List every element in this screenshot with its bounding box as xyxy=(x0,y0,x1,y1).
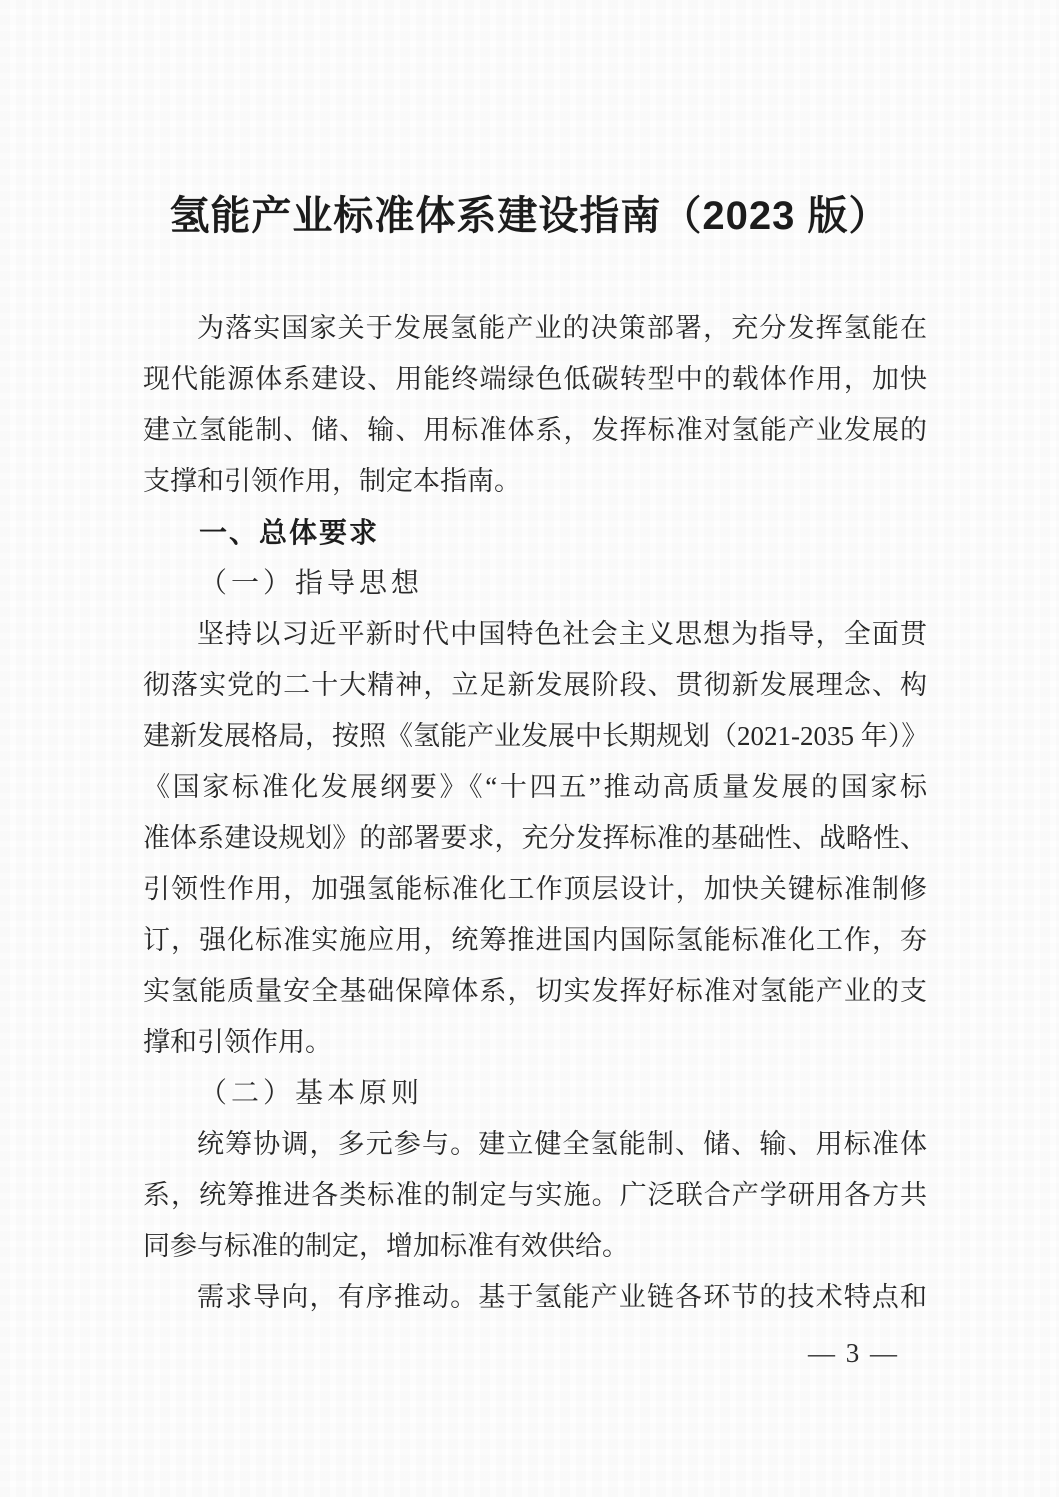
intro-paragraph-line: 支撑和引领作用，制定本指南。 xyxy=(143,466,521,496)
basic-principles-line: 同参与标准的制定，增加标准有效供给。 xyxy=(143,1231,629,1261)
document-body xyxy=(143,303,927,1323)
intro-paragraph-line: 现代能源体系建设、用能终端绿色低碳转型中的载体作用，加快 xyxy=(143,364,927,394)
basic-principles-line: 系，统筹推进各类标准的制定与实施。广泛联合产学研用各方共 xyxy=(143,1180,927,1210)
intro-paragraph-line: 建立氢能制、储、输、用标准体系，发挥标准对氢能产业发展的 xyxy=(143,415,927,445)
guiding-ideology-line: 实氢能质量安全基础保障体系，切实发挥好标准对氢能产业的支 xyxy=(143,976,927,1006)
subsection-heading-basic-principles: （二）基本原则 xyxy=(199,1078,424,1109)
guiding-ideology-line: 坚持以习近平新时代中国特色社会主义思想为指导，全面贯 xyxy=(197,619,927,649)
guiding-ideology-line: 《国家标准化发展纲要》《“十四五”推动高质量发展的国家标 xyxy=(143,772,927,802)
subsection-heading-guiding-ideology: （一）指导思想 xyxy=(199,568,424,599)
section-heading-overall-requirements: 一、总体要求 xyxy=(199,517,380,548)
guiding-ideology-line: 建新发展格局，按照《氢能产业发展中长期规划（2021-2035 年）》 xyxy=(143,721,929,751)
page-number: — 3 — xyxy=(808,1338,899,1368)
basic-principles-line: 统筹协调，多元参与。建立健全氢能制、储、输、用标准体 xyxy=(197,1129,927,1159)
guiding-ideology-line: 彻落实党的二十大精神，立足新发展阶段、贯彻新发展理念、构 xyxy=(143,670,927,700)
guiding-ideology-line: 撑和引领作用。 xyxy=(143,1027,332,1057)
guiding-ideology-line: 引领性作用，加强氢能标准化工作顶层设计，加快关键标准制修 xyxy=(143,874,927,904)
basic-principles-line: 需求导向，有序推动。基于氢能产业链各环节的技术特点和 xyxy=(197,1282,927,1312)
intro-paragraph-line: 为落实国家关于发展氢能产业的决策部署，充分发挥氢能在 xyxy=(197,313,927,343)
guiding-ideology-line: 准体系建设规划》的部署要求，充分发挥标准的基础性、战略性、 xyxy=(143,823,927,853)
document-title: 氢能产业标准体系建设指南（2023 版） xyxy=(169,194,890,238)
guiding-ideology-line: 订，强化标准实施应用，统筹推进国内国际氢能标准化工作，夯 xyxy=(143,925,927,955)
